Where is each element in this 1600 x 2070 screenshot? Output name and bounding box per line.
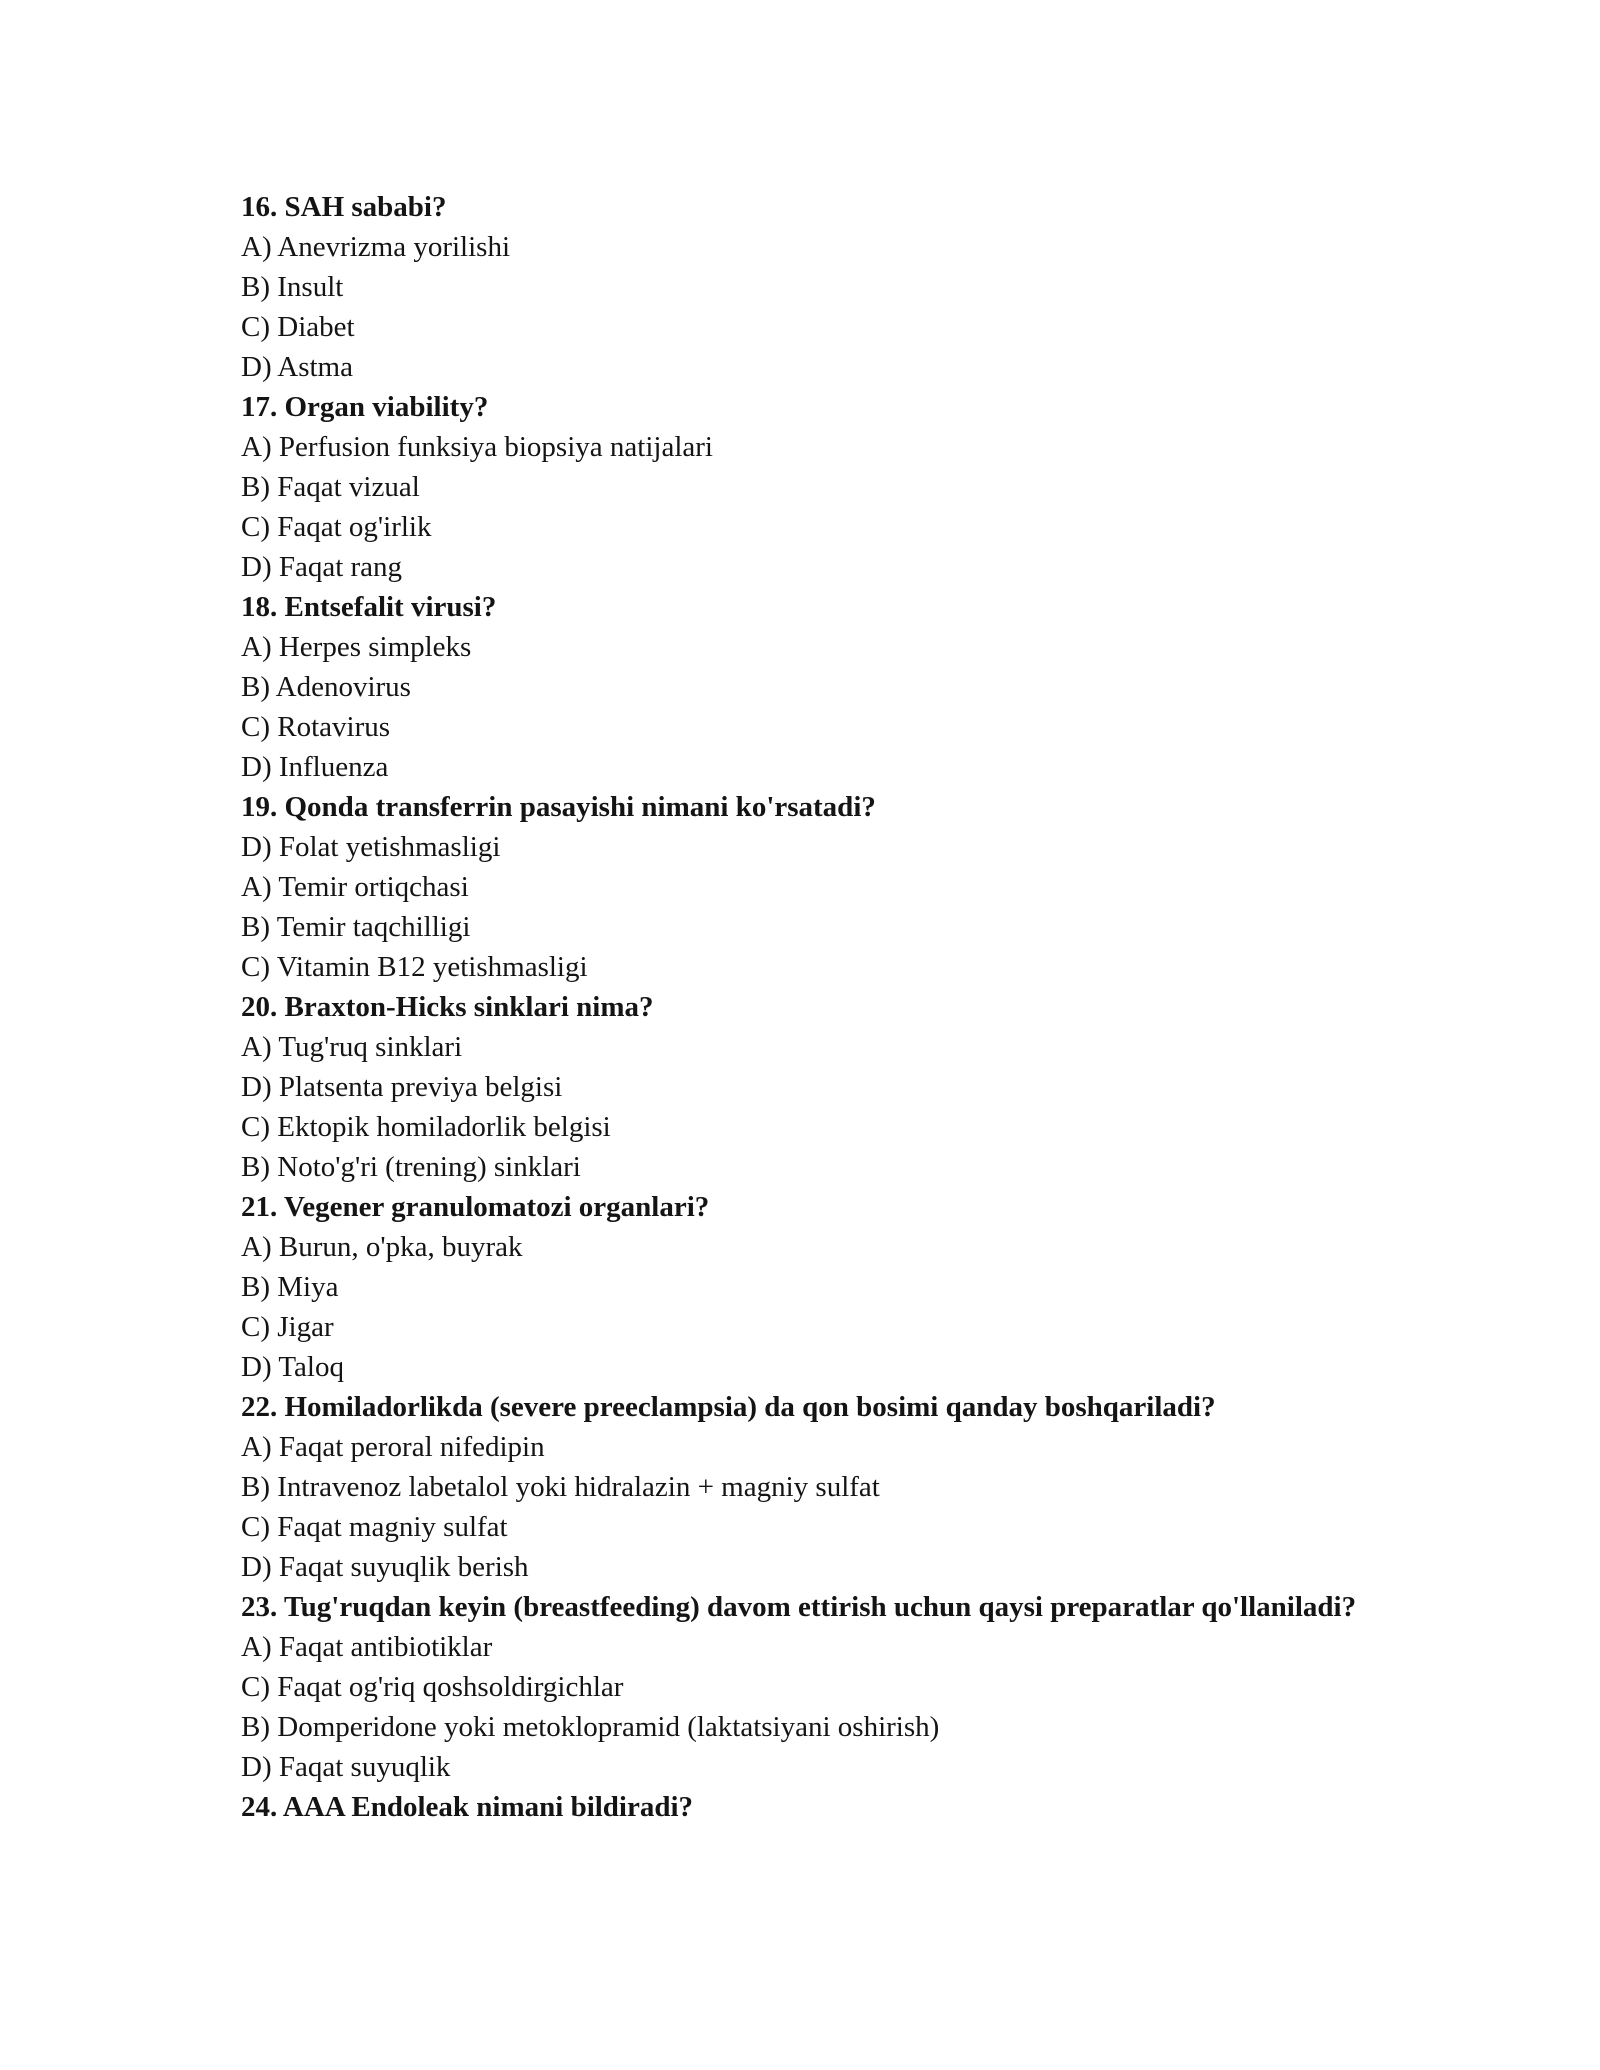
answer-option-c: C) Faqat og'irlik (241, 511, 432, 543)
answer-option-a: A) Herpes simpleks (241, 631, 472, 663)
question-17 (241, 387, 1381, 587)
question-title: 19. Qonda transferrin pasayishi nimani ko'rsatadi? (241, 791, 876, 823)
answer-option-a: A) Anevrizma yorilishi (241, 231, 511, 263)
answer-option-d: D) Platsenta previya belgisi (241, 1071, 563, 1103)
question-16 (241, 187, 1381, 387)
answer-option-c: C) Faqat og'riq qoshsoldirgichlar (241, 1671, 624, 1703)
question-21 (241, 1187, 1381, 1387)
question-title: 17. Organ viability? (241, 391, 489, 423)
answer-option-a: A) Tug'ruq sinklari (241, 1031, 463, 1063)
answer-option-d: D) Taloq (241, 1351, 344, 1383)
question-22 (241, 1387, 1381, 1587)
question-20 (241, 987, 1381, 1187)
answer-option-b: B) Intravenoz labetalol yoki hidralazin + magniy sulfat (241, 1471, 880, 1503)
answer-option-b: B) Noto'g'ri (trening) sinklari (241, 1151, 581, 1183)
answer-option-a: A) Temir ortiqchasi (241, 871, 469, 903)
question-title: 18. Entsefalit virusi? (241, 591, 497, 623)
answer-option-b: B) Insult (241, 271, 344, 303)
answer-option-d: D) Faqat rang (241, 551, 403, 583)
answer-option-a: A) Faqat antibiotiklar (241, 1631, 493, 1663)
question-title: 22. Homiladorlikda (severe preeclampsia) da qon bosimi qanday boshqariladi? (241, 1391, 1216, 1423)
answer-option-d: D) Influenza (241, 751, 389, 783)
answer-option-d: D) Astma (241, 351, 353, 383)
answer-option-c: C) Diabet (241, 311, 355, 343)
answer-option-c: C) Faqat magniy sulfat (241, 1511, 508, 1543)
answer-option-d: D) Folat yetishmasligi (241, 831, 501, 863)
answer-option-c: C) Ektopik homiladorlik belgisi (241, 1111, 611, 1143)
answer-option-d: D) Faqat suyuqlik berish (241, 1551, 529, 1583)
answer-option-b: B) Temir taqchilligi (241, 911, 471, 943)
question-title: 24. AAA Endoleak nimani bildiradi? (241, 1791, 694, 1823)
answer-option-b: B) Adenovirus (241, 671, 411, 703)
question-title: 20. Braxton-Hicks sinklari nima? (241, 991, 654, 1023)
answer-option-a: A) Burun, o'pka, buyrak (241, 1231, 523, 1263)
question-title: 23. Tug'ruqdan keyin (breastfeeding) davom ettirish uchun qaysi preparatlar qo'llaniladi? (241, 1591, 1357, 1623)
answer-option-a: A) Perfusion funksiya biopsiya natijalari (241, 431, 713, 463)
answer-option-c: C) Vitamin B12 yetishmasligi (241, 951, 588, 983)
answer-option-c: C) Rotavirus (241, 711, 391, 743)
question-18 (241, 587, 1381, 787)
answer-option-c: C) Jigar (241, 1311, 334, 1343)
question-19 (241, 787, 1381, 987)
answer-option-d: D) Faqat suyuqlik (241, 1751, 451, 1783)
answer-option-a: A) Faqat peroral nifedipin (241, 1431, 545, 1463)
question-list (241, 187, 1381, 1827)
answer-option-b: B) Faqat vizual (241, 471, 420, 503)
question-title: 16. SAH sababi? (241, 191, 447, 223)
answer-option-b: B) Domperidone yoki metoklopramid (laktatsiyani oshirish) (241, 1711, 940, 1743)
question-23 (241, 1587, 1381, 1787)
answer-option-b: B) Miya (241, 1271, 339, 1303)
question-24 (241, 1787, 1381, 1827)
question-title: 21. Vegener granulomatozi organlari? (241, 1191, 710, 1223)
